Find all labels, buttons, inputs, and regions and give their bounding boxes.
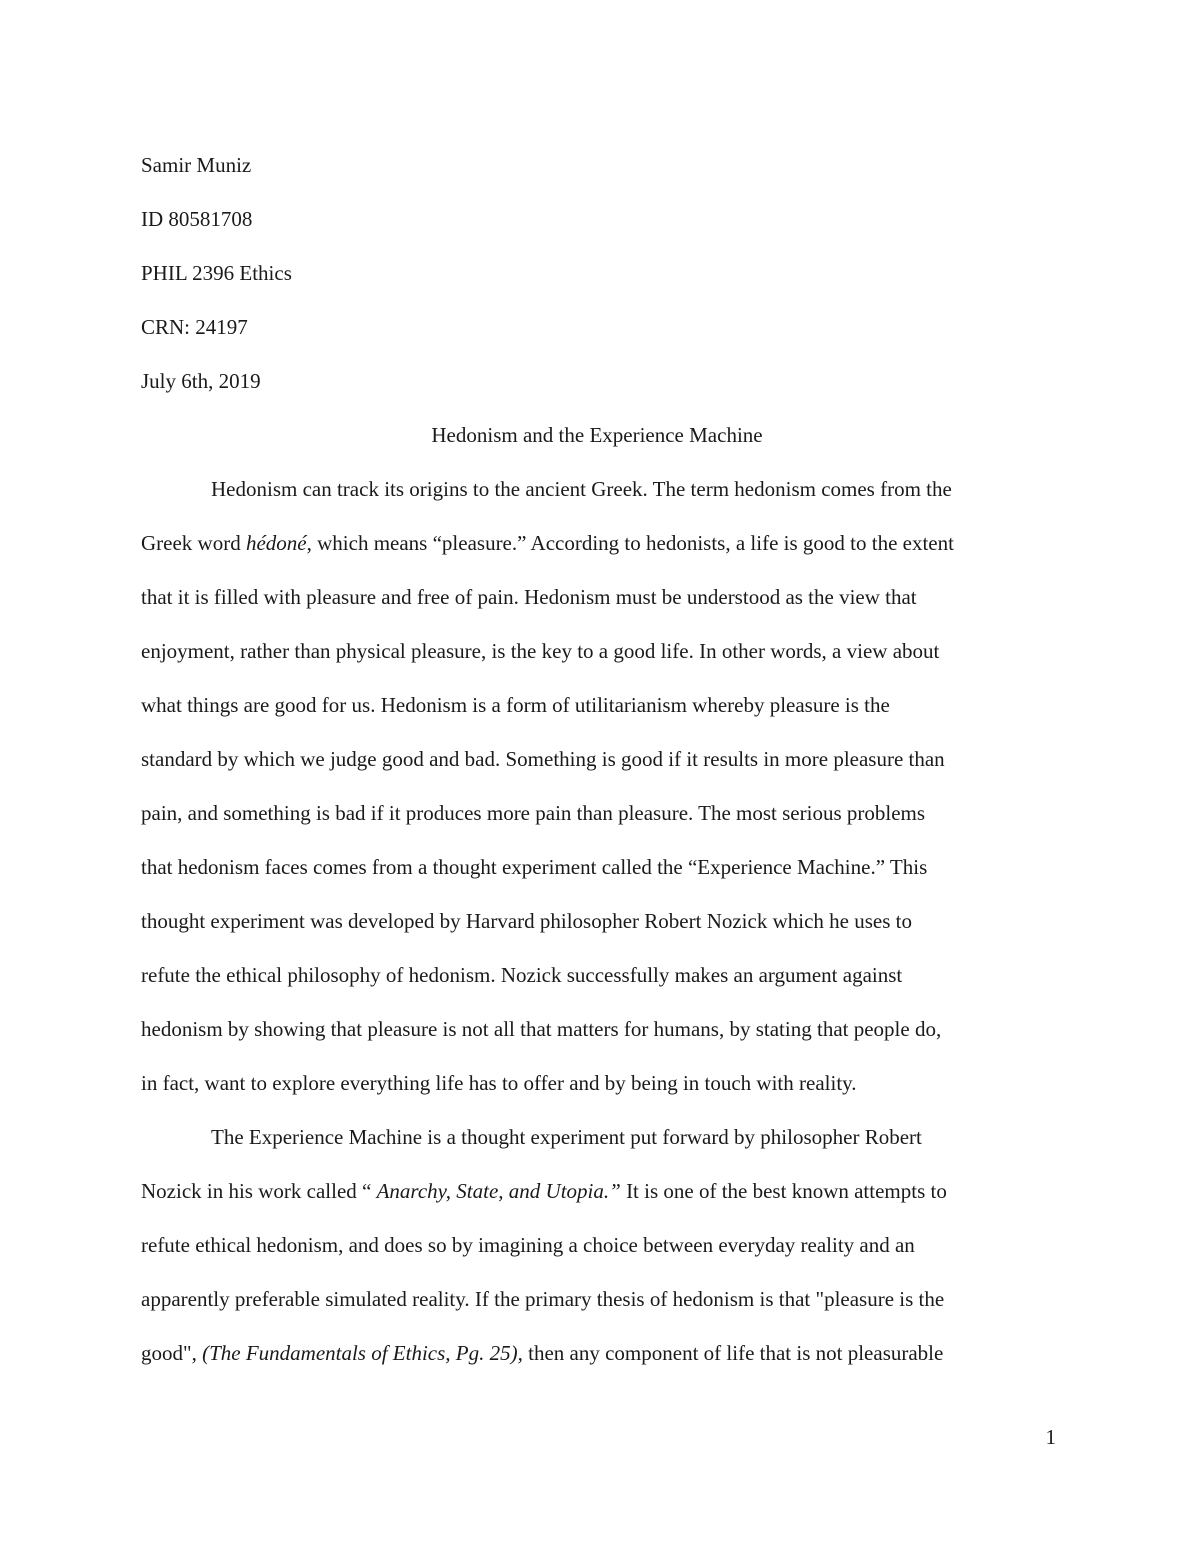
paragraph-line: in fact, want to explore everything life has to offer and by being in touch with reality. [141,1071,857,1095]
paragraph-line: refute the ethical philosophy of hedonism. Nozick successfully makes an argument against [141,963,903,987]
book-title: Anarchy, State, and Utopia.” [376,1179,621,1203]
course-name: PHIL 2396 Ethics [141,261,292,285]
course-crn: CRN: 24197 [141,315,248,339]
paragraph-line: pain, and something is bad if it produces more pain than pleasure. The most serious problems [141,801,926,825]
paragraph-1 [141,462,1053,1110]
greek-term: hédoné [245,531,307,555]
student-id: ID 80581708 [141,207,253,231]
paragraph-line: that it is filled with pleasure and free of pain. Hedonism must be understood as the view that [141,585,917,609]
paragraph-line: what things are good for us. Hedonism is a form of utilitarianism whereby pleasure is the [141,693,890,717]
author-name: Samir Muniz [141,153,252,177]
paragraph-line: standard by which we judge good and bad. Something is good if it results in more pleasure than [141,747,945,771]
document-body [141,138,1053,1380]
paragraph-line: refute ethical hedonism, and does so by imagining a choice between everyday reality and an [141,1233,915,1257]
paragraph-line: apparently preferable simulated reality. If the primary thesis of hedonism is that "pleasure is the [141,1287,945,1311]
paragraph-line: thought experiment was developed by Harvard philosopher Robert Nozick which he uses to [141,909,912,933]
page-number: 1 [1045,1425,1056,1449]
document-date: July 6th, 2019 [141,369,261,393]
paragraph-line: good", (The Fundamentals of Ethics, Pg. 25), then any component of life that is not pleasurable [141,1341,944,1365]
paragraph-line: Greek word hédoné, which means “pleasure.” According to hedonists, a life is good to the extent [141,531,954,555]
paragraph-line: hedonism by showing that pleasure is not all that matters for humans, by stating that people do, [141,1017,942,1041]
paragraph-line: enjoyment, rather than physical pleasure, is the key to a good life. In other words, a view about [141,639,940,663]
citation: (The Fundamentals of Ethics, Pg. 25), [202,1341,523,1365]
paragraph-line: Hedonism can track its origins to the ancient Greek. The term hedonism comes from the [211,477,952,501]
paragraph-line: The Experience Machine is a thought experiment put forward by philosopher Robert [211,1125,922,1149]
paragraph-line: that hedonism faces comes from a thought experiment called the “Experience Machine.” This [141,855,928,879]
essay-title: Hedonism and the Experience Machine [431,423,763,447]
paragraph-2 [141,1110,1053,1380]
paragraph-line: Nozick in his work called “ Anarchy, State, and Utopia.” It is one of the best known attempts to [141,1179,947,1203]
